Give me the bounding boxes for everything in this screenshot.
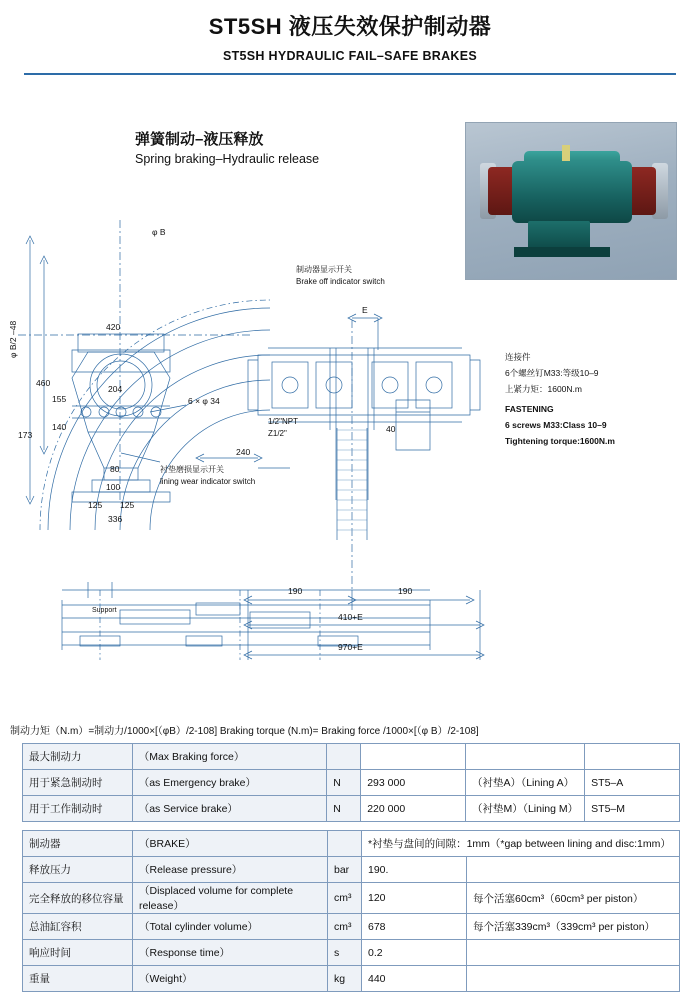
- cell-zh: 用于紧急制动时: [23, 770, 133, 796]
- dim-125b: 125: [120, 500, 135, 510]
- page-title-zh: ST5SH 液压失效保护制动器: [208, 14, 492, 39]
- dim-460: 460: [36, 378, 51, 388]
- cell-unit: bar: [328, 857, 362, 883]
- dim-100: 100: [106, 482, 121, 492]
- cell-note2: ST5–A: [585, 770, 680, 796]
- cell-value: [361, 744, 466, 770]
- dim-204: 204: [108, 384, 123, 394]
- dim-phi-b2-48: φ B/2 –48: [8, 320, 18, 358]
- page-title-en: ST5SH HYDRAULIC FAIL–SAFE BRAKES: [222, 49, 478, 63]
- cell-note1: [465, 744, 584, 770]
- cell-en: （Response time）: [133, 940, 328, 966]
- cell-zh: 响应时间: [23, 940, 133, 966]
- cell-en: （Total cylinder volume）: [133, 914, 328, 940]
- table-row: [23, 940, 680, 966]
- cell-en: （Max Braking force）: [132, 744, 327, 770]
- dim-140: 140: [52, 422, 67, 432]
- table-row: [23, 770, 680, 796]
- callout-brake-off-en: Brake off indicator switch: [296, 277, 385, 286]
- subtitle-zh: 弹簧制动–液压释放: [135, 131, 264, 148]
- dim-410E: 410+E: [338, 612, 363, 622]
- fastening-en-title: FASTENING: [505, 404, 554, 414]
- table-row: [23, 914, 680, 940]
- cell-note2: ST5–M: [585, 796, 680, 822]
- callout-npt: 1/2"NPT: [268, 417, 298, 426]
- page: [0, 10, 700, 998]
- dim-6x34: 6 × φ 34: [188, 396, 220, 406]
- table-row: [23, 831, 680, 857]
- cell-unit: kg: [328, 966, 362, 992]
- cell-en: （as Emergency brake）: [132, 770, 327, 796]
- dim-155: 155: [52, 394, 67, 404]
- cell-zh: 释放压力: [23, 857, 133, 883]
- cell-value: 678: [362, 914, 467, 940]
- fastening-en-line2: Tightening torque:1600N.m: [505, 436, 615, 446]
- fastening-zh-line2: 上紧力矩：1600N.m: [505, 384, 582, 394]
- fastening-zh-title: 连接件: [505, 352, 531, 362]
- cell-unit: cm³: [328, 914, 362, 940]
- dim-190a: 190: [288, 586, 303, 596]
- dim-E: E: [362, 305, 368, 315]
- table-row: [23, 857, 680, 883]
- cell-note1: （衬垫A）（Lining A）: [465, 770, 584, 796]
- dim-phi-b: φ B: [152, 227, 166, 237]
- dim-240: 240: [236, 447, 251, 457]
- cell-unit: N: [327, 770, 361, 796]
- cell-unit: cm³: [328, 883, 362, 914]
- cell-value: 0.2: [362, 940, 467, 966]
- cell-unit: N: [327, 796, 361, 822]
- callout-npt2: Z1/2": [268, 429, 287, 438]
- callout-brake-off-zh: 制动器显示开关: [296, 265, 352, 274]
- dim-125a: 125: [88, 500, 103, 510]
- cell-unit: [328, 831, 362, 857]
- dim-336: 336: [108, 514, 123, 524]
- table-row: [23, 744, 680, 770]
- table-row: [23, 796, 680, 822]
- cell-zh: 重量: [23, 966, 133, 992]
- table-row: [23, 883, 680, 914]
- dim-173: 173: [18, 430, 33, 440]
- cell-value: 220 000: [361, 796, 466, 822]
- cell-note: *衬垫与盘间的间隙：1mm（*gap between lining and disc:1mm）: [362, 831, 680, 857]
- cell-note2: [585, 744, 680, 770]
- cell-value: 440: [362, 966, 467, 992]
- brake-specs-table: [22, 830, 680, 992]
- cell-note: [467, 857, 680, 883]
- braking-torque-formula: 制动力矩（N.m）=制动力/1000×[（φB）/2-108] Braking torque (N.m)= Braking force /1000×[（φ B）/2-108]: [10, 726, 479, 737]
- cell-unit: [327, 744, 361, 770]
- cell-unit: s: [328, 940, 362, 966]
- photo-stud: [562, 145, 570, 161]
- cell-value: 293 000: [361, 770, 466, 796]
- cell-note1: （衬垫M）（Lining M）: [465, 796, 584, 822]
- callout-lining-wear-en: lining wear indicator switch: [160, 477, 256, 486]
- subtitle-en: Spring braking–Hydraulic release: [135, 152, 320, 166]
- cell-zh: 最大制动力: [23, 744, 133, 770]
- cell-en: （Displaced volume for complete release）: [133, 883, 328, 914]
- fastening-en-line1: 6 screws M33:Class 10–9: [505, 420, 607, 430]
- cell-en: （Release pressure）: [133, 857, 328, 883]
- cell-zh: 完全释放的移位容量: [23, 883, 133, 914]
- max-braking-force-table: [22, 743, 680, 822]
- cell-value: 120: [362, 883, 467, 914]
- dim-970E: 970+E: [338, 642, 363, 652]
- fastening-zh-line1: 6个螺丝钉M33:等级10–9: [505, 368, 599, 378]
- cell-en: （as Service brake）: [132, 796, 327, 822]
- cell-zh: 总油缸容积: [23, 914, 133, 940]
- cell-zh: 制动器: [23, 831, 133, 857]
- dim-420: 420: [106, 322, 121, 332]
- label-support: Support: [92, 607, 117, 614]
- dim-80: 80: [110, 464, 120, 474]
- cell-note: [467, 940, 680, 966]
- cell-note: 每个活塞339cm³（339cm³ per piston）: [467, 914, 680, 940]
- cell-en: （BRAKE）: [133, 831, 328, 857]
- dim-40: 40: [386, 424, 396, 434]
- callout-lining-wear-zh: 衬垫磨损显示开关: [160, 465, 224, 474]
- cell-zh: 用于工作制动时: [23, 796, 133, 822]
- header-divider: [24, 73, 676, 75]
- technical-drawing: [0, 200, 700, 700]
- cell-value: 190.: [362, 857, 467, 883]
- dim-190b: 190: [398, 586, 413, 596]
- cell-note: 每个活塞60cm³（60cm³ per piston）: [467, 883, 680, 914]
- cell-en: （Weight）: [133, 966, 328, 992]
